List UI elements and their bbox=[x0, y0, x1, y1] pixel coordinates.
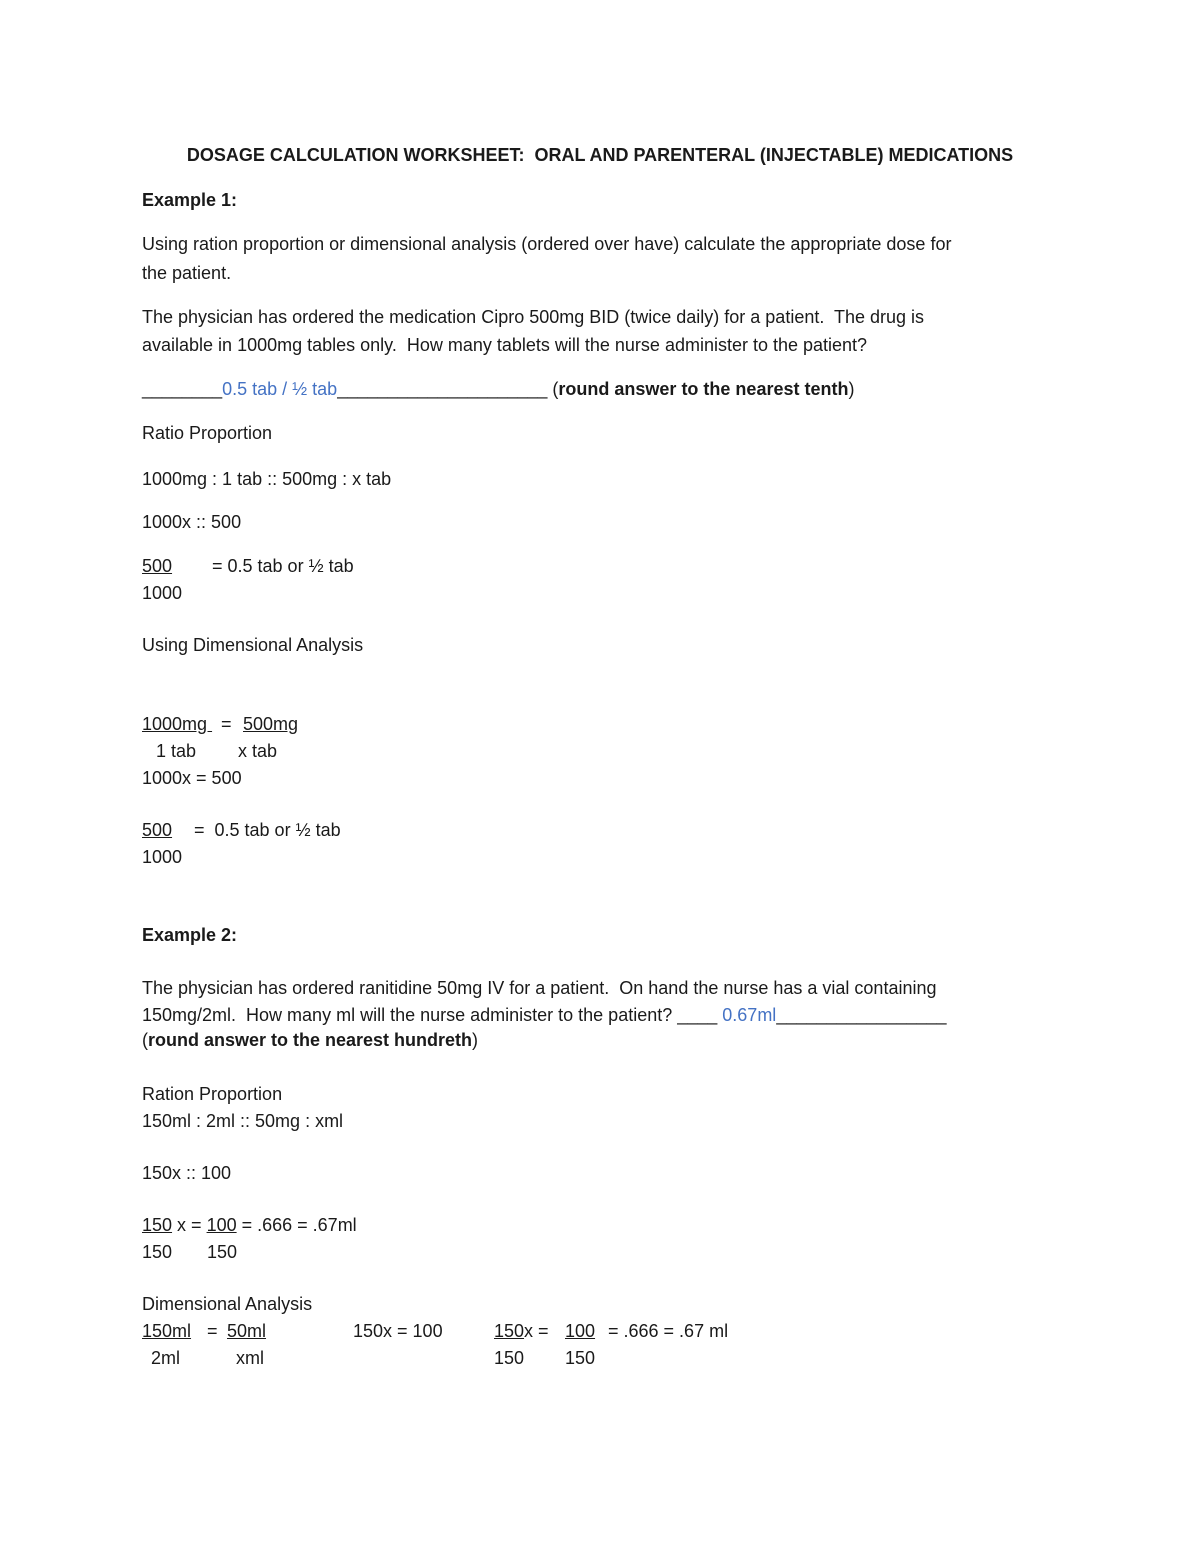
da-right-numerator: 50ml bbox=[227, 1321, 267, 1341]
fraction-result: = .666 = .67ml bbox=[236, 1215, 357, 1235]
example1-answer: 0.5 tab / ½ tab bbox=[222, 379, 338, 399]
paren-open: ( bbox=[547, 379, 559, 399]
example1-answer-line bbox=[142, 378, 854, 400]
example1-instruction-line1: Using ration proportion or dimensional analysis (ordered over have) calculate the appropriate dose for bbox=[142, 234, 952, 254]
fraction-denominator: 150 bbox=[494, 1348, 525, 1368]
example2-round-line bbox=[142, 1029, 478, 1051]
fraction-denominator: 150 bbox=[142, 1242, 173, 1262]
da-left-numerator: 1000mg bbox=[142, 714, 213, 734]
fraction-numerator: 150 bbox=[494, 1321, 525, 1341]
fraction-denominator: 1000 bbox=[142, 847, 183, 867]
fraction-denominator: 150 bbox=[207, 1242, 238, 1262]
question-text: 150mg/2ml. How many ml will the nurse administer to the patient? ____ bbox=[142, 1005, 723, 1025]
example2-da-heading: Dimensional Analysis bbox=[142, 1294, 313, 1314]
da-left-numerator: 150ml bbox=[142, 1321, 192, 1341]
example1-da-line: 1000x = 500 bbox=[142, 768, 242, 788]
example1-question-line2: available in 1000mg tables only. How many tablets will the nurse administer to the patient? bbox=[142, 335, 868, 355]
da-left-denominator: 2ml bbox=[151, 1348, 181, 1368]
example2-rp-line2: 150x :: 100 bbox=[142, 1163, 232, 1183]
fraction-numerator: 100 bbox=[206, 1215, 237, 1235]
example1-rp-line1: 1000mg : 1 tab :: 500mg : x tab bbox=[142, 469, 392, 489]
example1-rp-heading: Ratio Proportion bbox=[142, 423, 273, 443]
fraction-result: = .666 = .67 ml bbox=[603, 1321, 729, 1341]
answer-blank: ________ bbox=[142, 379, 223, 399]
example1-da-heading: Using Dimensional Analysis bbox=[142, 635, 364, 655]
fraction-denominator: 150 bbox=[565, 1348, 596, 1368]
da-left-denominator: 1 tab bbox=[156, 741, 197, 761]
da-right-denominator: xml bbox=[236, 1348, 264, 1368]
example2-answer: 0.67ml bbox=[722, 1005, 777, 1025]
paren-close: ) bbox=[848, 379, 855, 399]
fraction-numerator: 500 bbox=[142, 556, 173, 576]
fraction-result: = 0.5 tab or ½ tab bbox=[194, 820, 341, 840]
da-equals: = bbox=[221, 714, 232, 734]
da-middle-equation: 150x = 100 bbox=[353, 1321, 443, 1341]
example1-rp-line2: 1000x :: 500 bbox=[142, 512, 242, 532]
da-final-fraction-line bbox=[494, 1320, 549, 1342]
example2-rp-line1: 150ml : 2ml :: 50mg : xml bbox=[142, 1111, 344, 1131]
example1-instruction-line2: the patient. bbox=[142, 263, 232, 283]
x-equals: x = bbox=[524, 1321, 549, 1341]
fraction-numerator: 150 bbox=[142, 1215, 173, 1235]
round-note: round answer to the nearest hundreth bbox=[148, 1030, 473, 1050]
fraction-denominator: 1000 bbox=[142, 583, 183, 603]
example2-heading: Example 2: bbox=[142, 925, 238, 945]
fraction-result: = 0.5 tab or ½ tab bbox=[212, 556, 354, 576]
example2-rp-fraction-line bbox=[142, 1214, 357, 1236]
example1-heading: Example 1: bbox=[142, 190, 238, 210]
answer-blank: _____________________ bbox=[337, 379, 548, 399]
x-equals: x = bbox=[172, 1215, 207, 1235]
round-note: round answer to the nearest tenth bbox=[558, 379, 849, 399]
example2-question-line1: The physician has ordered ranitidine 50mg IV for a patient. On hand the nurse has a vial containing bbox=[142, 978, 937, 998]
paren-open: ( bbox=[142, 1030, 148, 1050]
example2-question-line2 bbox=[142, 1004, 947, 1026]
page-title: DOSAGE CALCULATION WORKSHEET: ORAL AND PARENTERAL (INJECTABLE) MEDICATIONS bbox=[186, 145, 1014, 165]
paren-close: ) bbox=[472, 1030, 479, 1050]
da-equals: = bbox=[207, 1321, 218, 1341]
fraction-numerator: 100 bbox=[565, 1321, 596, 1341]
fraction-numerator: 500 bbox=[142, 820, 173, 840]
example1-question-line1: The physician has ordered the medication Cipro 500mg BID (twice daily) for a patient. The drug is bbox=[142, 307, 925, 327]
da-right-denominator: x tab bbox=[238, 741, 278, 761]
answer-blank: _________________ bbox=[776, 1005, 947, 1025]
example2-rp-heading: Ration Proportion bbox=[142, 1084, 283, 1104]
da-right-numerator: 500mg bbox=[243, 714, 299, 734]
